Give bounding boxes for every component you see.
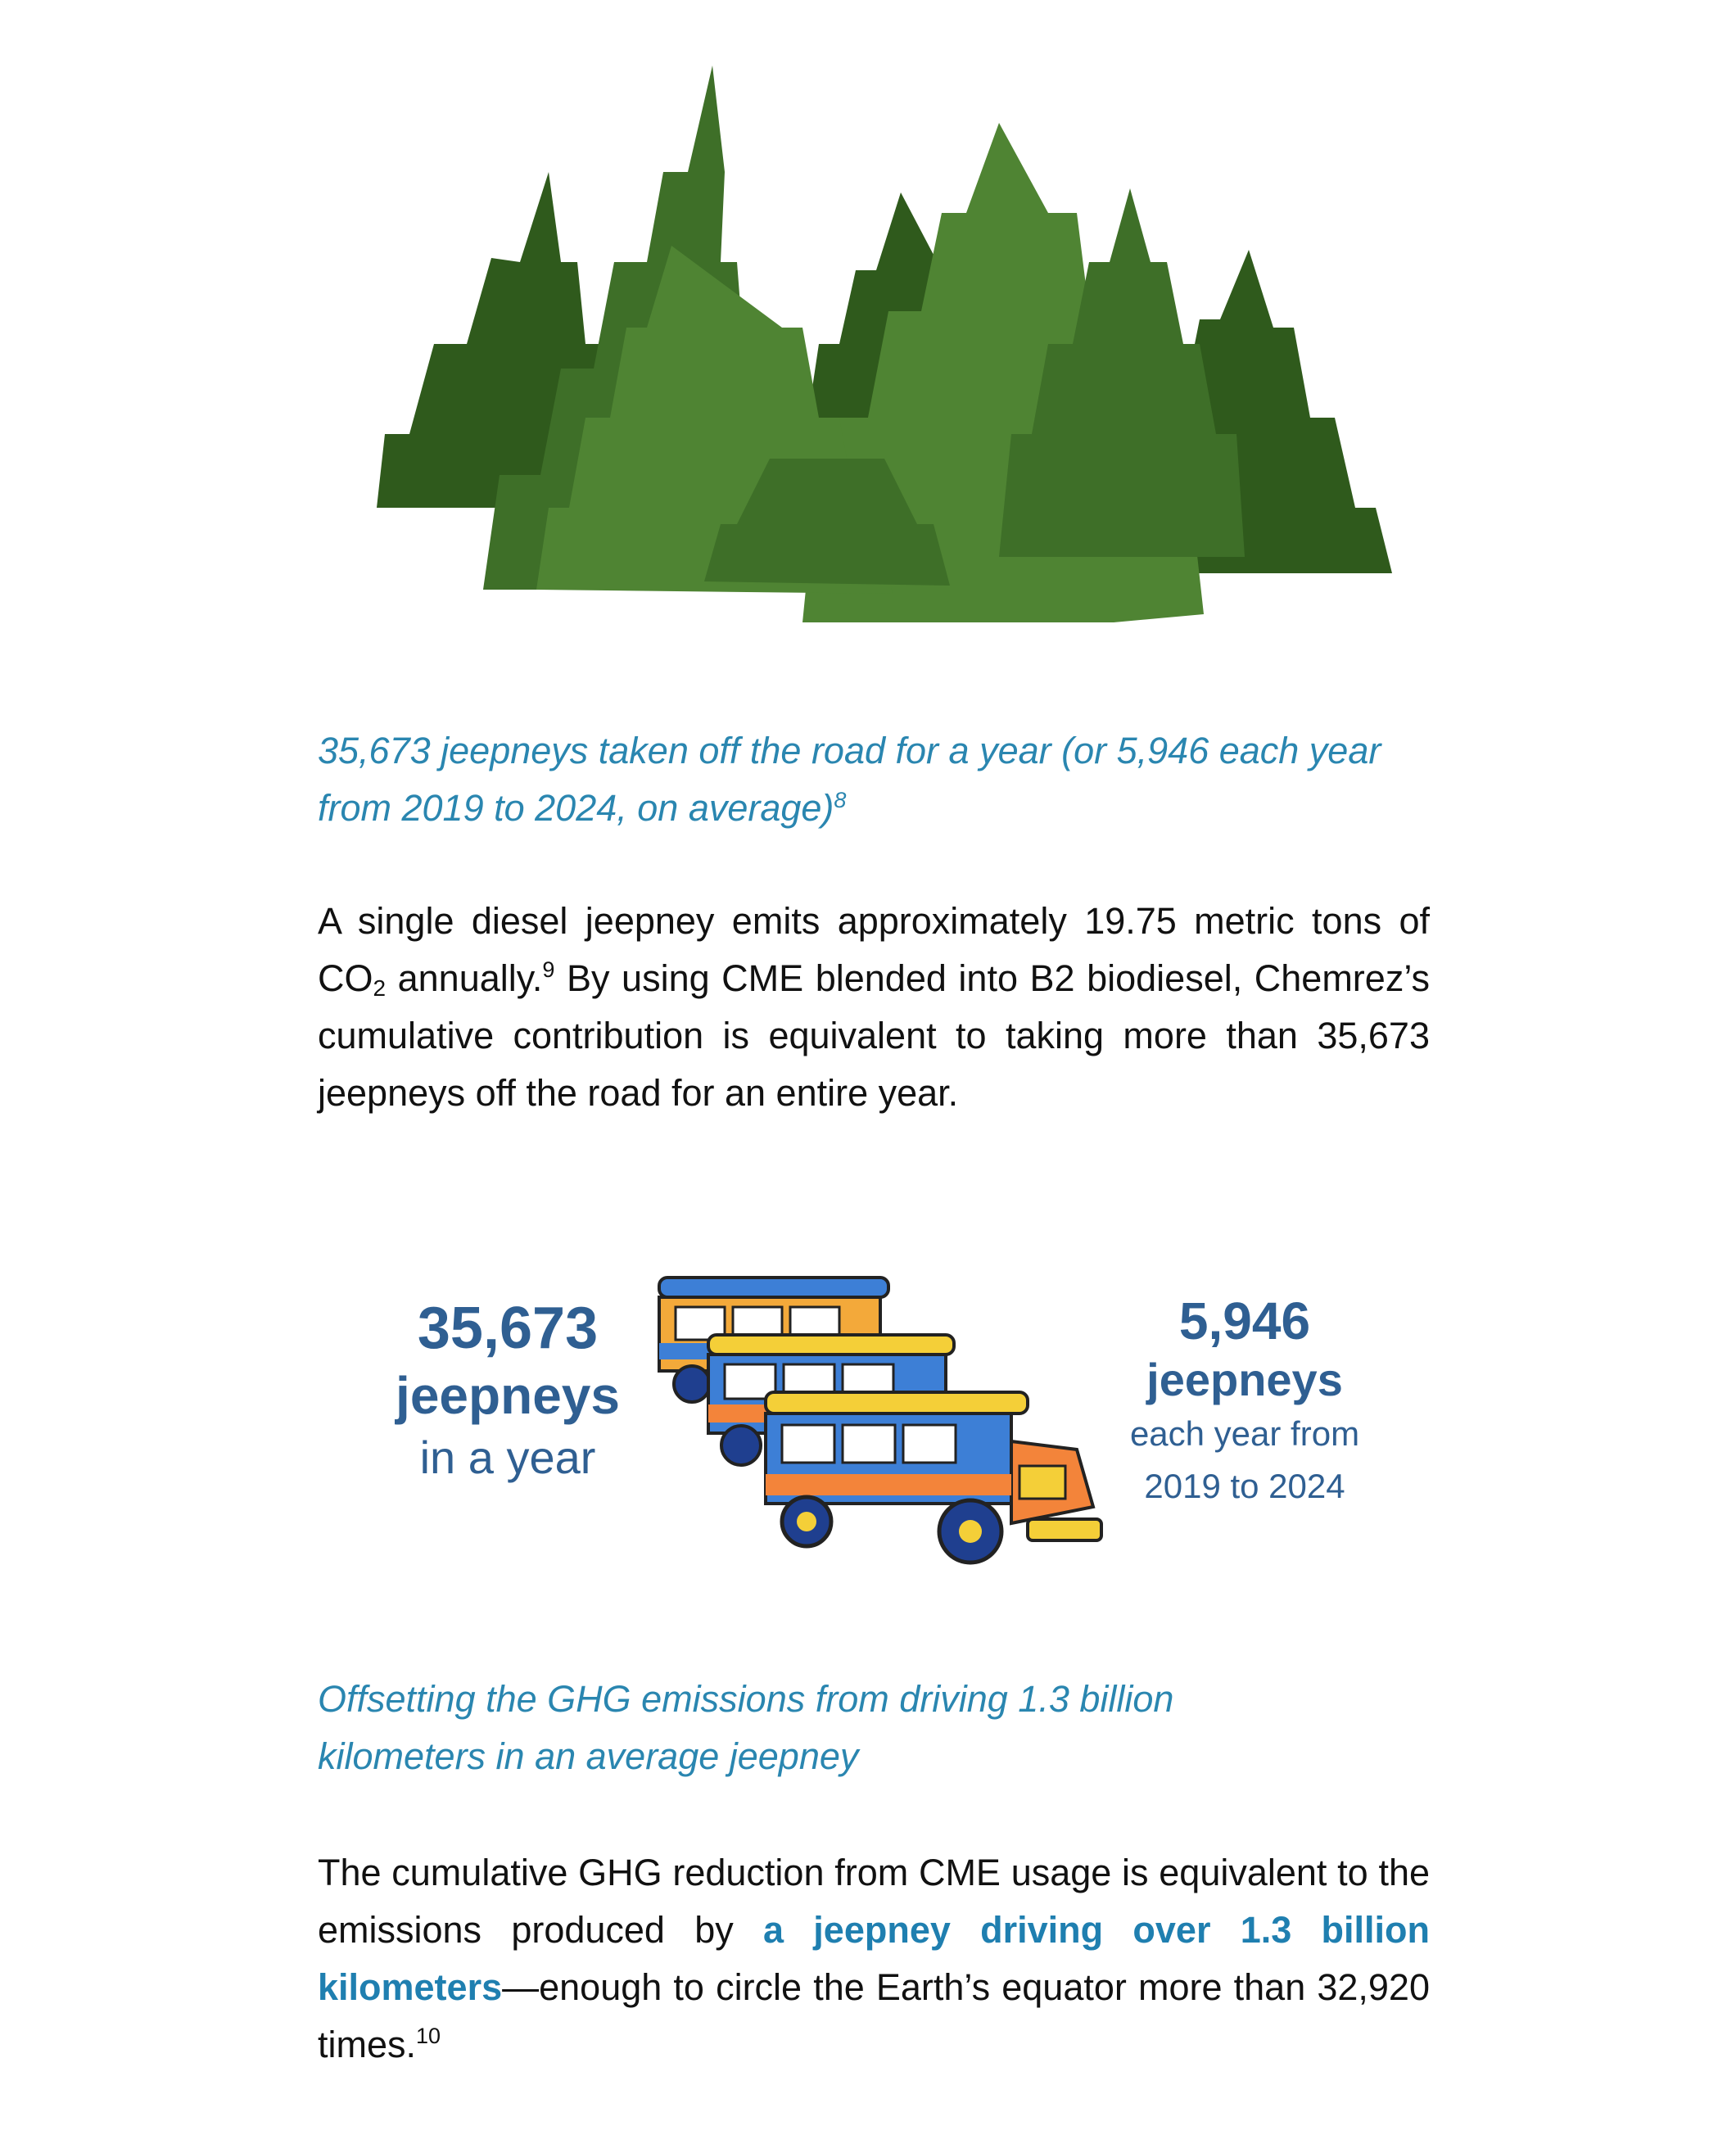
- ghg-reduction-paragraph: [318, 1844, 1430, 2074]
- paragraph-text: By using CME blended into B2 biodiesel, Chemrez’s cumulative contribution is equivalent to taking more than 35,673 jeepneys off the road for an entire year.: [318, 957, 1430, 1114]
- stat-unit: jeepneys: [396, 1366, 620, 1425]
- stat-caption: each year from: [1129, 1414, 1360, 1453]
- co2-subscript: 2: [373, 975, 387, 1001]
- stat-total-jeepneys: [360, 1294, 655, 1487]
- stat-number: 35,673: [417, 1296, 599, 1361]
- paragraph-text: The cumulative GHG reduction from CME usage is equivalent to the emissions produced by: [318, 1852, 1430, 1951]
- jeepney-icon: [651, 1261, 1110, 1581]
- section-heading-kilometers: [318, 1671, 1300, 1785]
- stat-annual-jeepneys: [1097, 1290, 1392, 1513]
- footnote-marker: 10: [416, 2024, 441, 2048]
- stat-unit: jeepneys: [1146, 1354, 1343, 1405]
- stat-number: 5,946: [1178, 1291, 1311, 1350]
- section-heading-text: Offsetting the GHG emissions from driving 1.3 billion kilometers in an average jeepney: [318, 1678, 1174, 1777]
- paragraph-text: —enough to circle the Earth’s equator more than 32,920 times.: [318, 1966, 1430, 2065]
- paragraph-text: A single diesel jeepney emits approximately 19.75 metric tons of CO: [318, 900, 1430, 999]
- section-heading-text: 35,673 jeepneys taken off the road for a year (or 5,946 each year from 2019 to 2024, on average): [318, 730, 1381, 829]
- jeepney-front-icon: [766, 1392, 1101, 1563]
- pine-trees-icon: [377, 49, 1392, 655]
- stat-caption: in a year: [419, 1432, 596, 1483]
- jeepney-emissions-paragraph: [318, 893, 1430, 1122]
- section-heading-jeepneys: [318, 722, 1440, 837]
- footnote-marker: 8: [834, 788, 847, 812]
- paragraph-text: annually.: [386, 957, 543, 999]
- highlighted-text: a jeepney driving over 1.3 billion kilometers: [318, 1909, 1430, 2008]
- footnote-marker: 9: [542, 957, 555, 982]
- stat-caption: 2019 to 2024: [1144, 1467, 1345, 1505]
